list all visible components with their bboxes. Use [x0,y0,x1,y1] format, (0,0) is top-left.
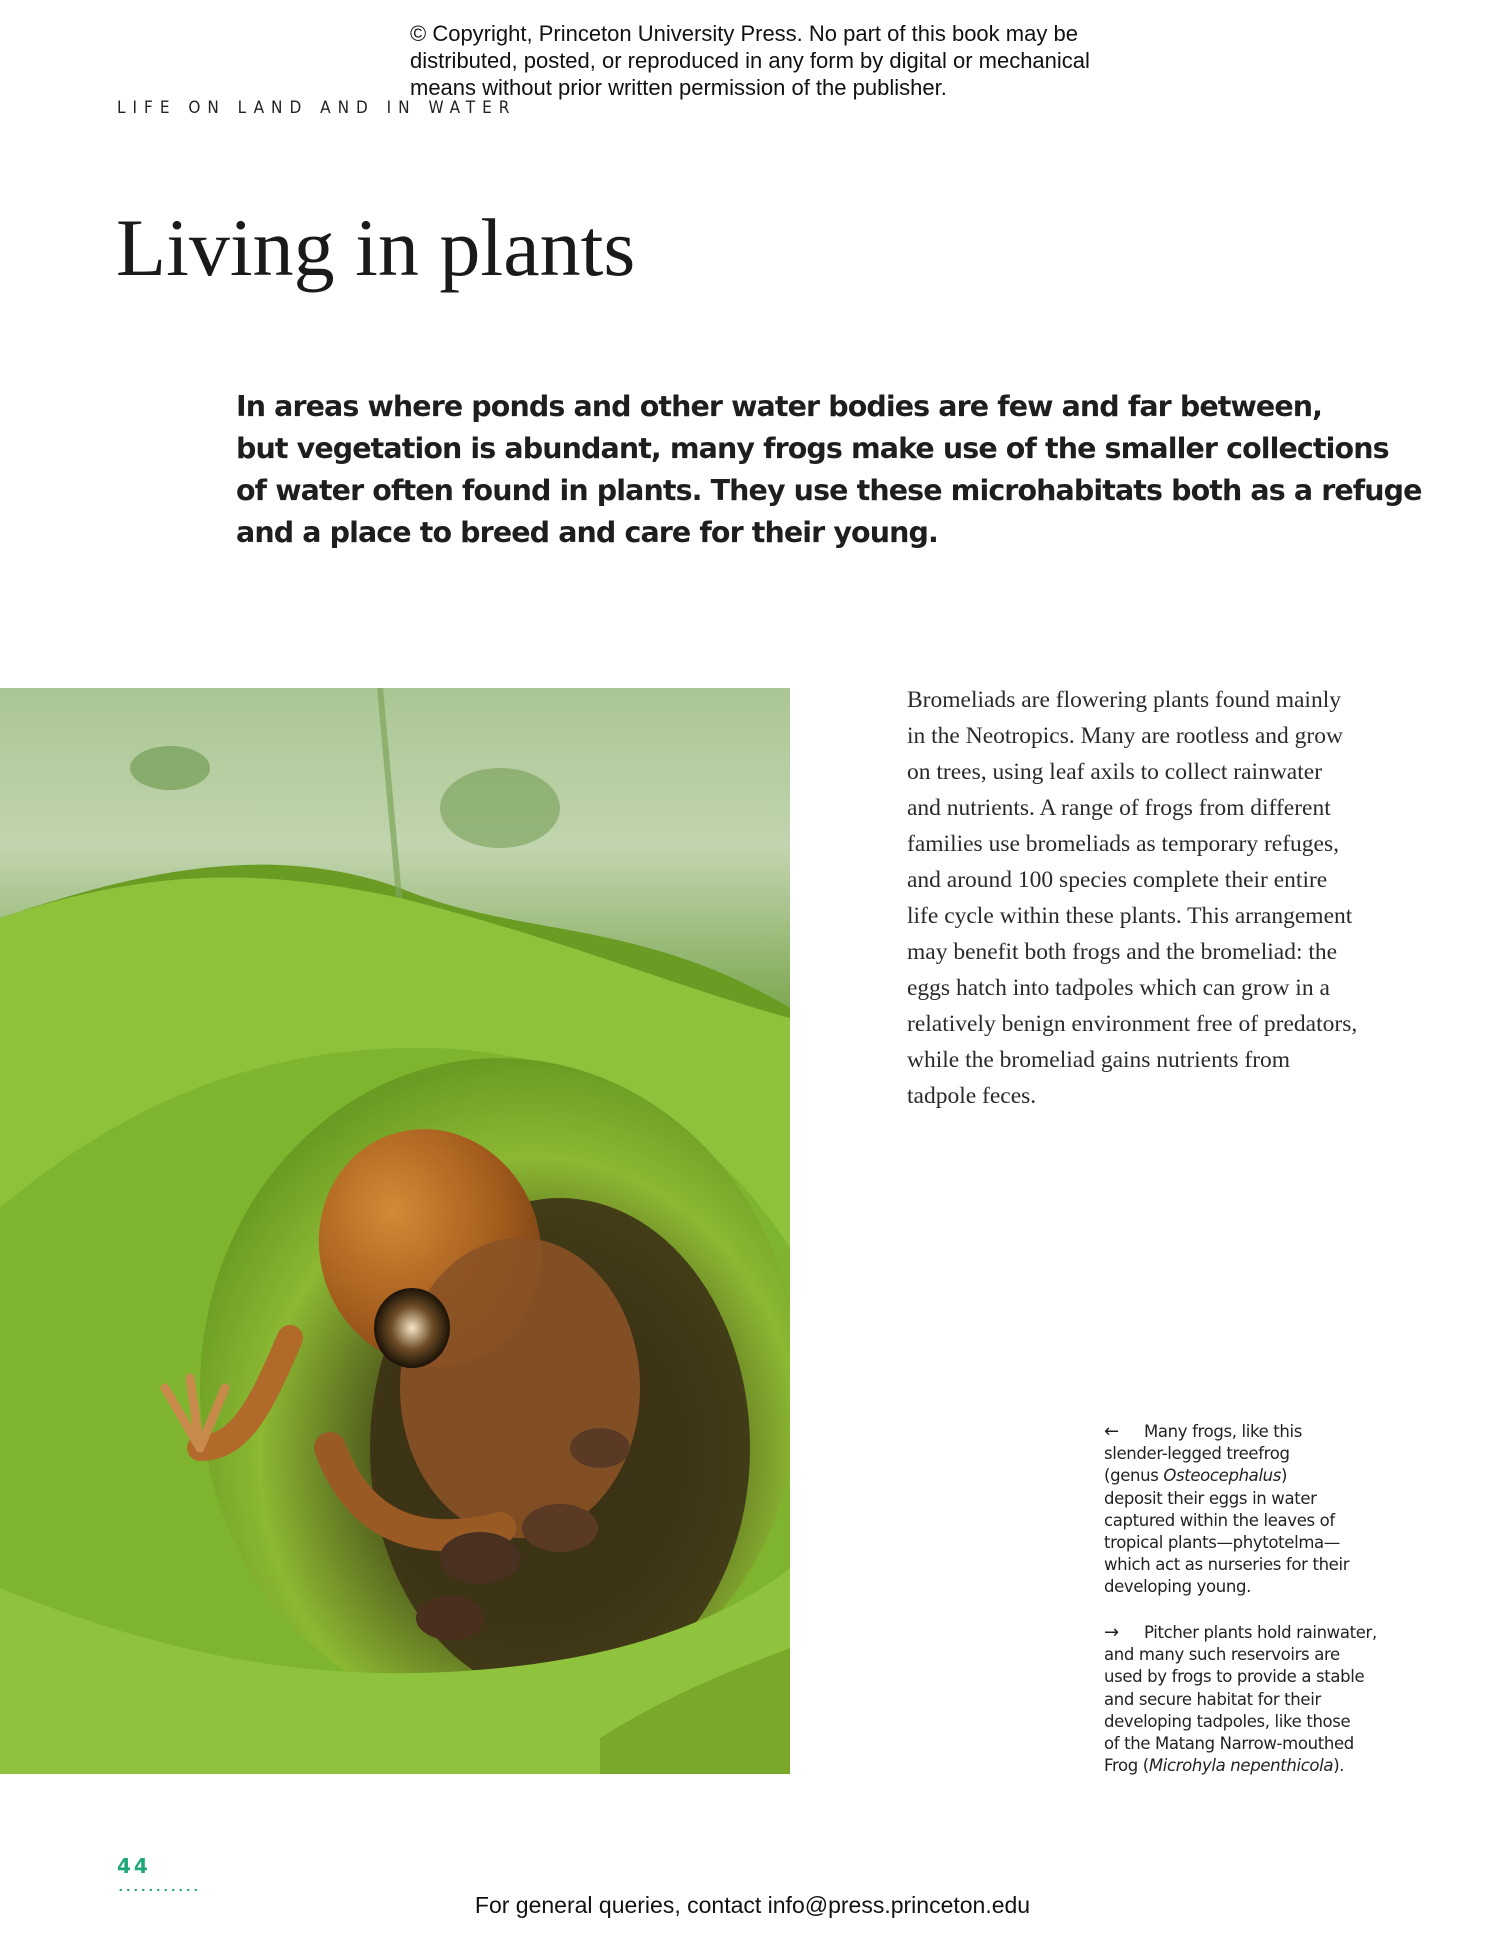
body-line: Bromeliads are flowering plants found mainly [907,687,1341,713]
body-line: in the Neotropics. Many are rootless and grow [907,723,1343,749]
body-line: tadpole feces. [907,1083,1037,1109]
lead-line: and a place to breed and care for their young. [236,516,938,549]
footer-contact: For general queries, contact info@press.princeton.edu [474,1892,1031,1918]
copyright-line: © Copyright, Princeton University Press. No part of this book may be [410,21,1078,46]
body-line: while the bromeliad gains nutrients from [907,1047,1291,1073]
lead-paragraph [236,386,1422,554]
body-paragraph [907,682,1427,1114]
copyright-notice [410,20,1130,101]
page-number: 44 [117,1854,151,1878]
body-line: families use bromeliads as temporary refuges, [907,831,1339,857]
copyright-line: means without prior written permission of the publisher. [410,75,947,100]
lead-line: In areas where ponds and other water bodies are few and far between, [236,390,1323,423]
copyright-line: distributed, posted, or reproduced in any form by digital or mechanical [410,48,1090,73]
arrow-right-icon: → [1104,1622,1119,1643]
frog-in-bromeliad-photo [0,688,790,1774]
lead-line: of water often found in plants. They use these microhabitats both as a refuge [236,474,1422,507]
lead-line: but vegetation is abundant, many frogs make use of the smaller collections [236,432,1389,465]
body-line: may benefit both frogs and the bromeliad: the [907,939,1338,965]
body-line: relatively benign environment free of predators, [907,1011,1358,1037]
section-header: LIFE ON LAND AND IN WATER [117,98,517,118]
page-title: Living in plants [116,202,636,293]
body-line: eggs hatch into tadpoles which can grow in a [907,975,1330,1001]
caption-pitcher-plants: → Pitcher plants hold rainwater, and many such reservoirs are used by frogs to provide a stable and secure habitat for their developing tadpoles, like those of the Matang Narrow-mouthed Frog (Microhyla nepenthicola). [1104,1622,1377,1776]
body-line: life cycle within these plants. This arrangement [907,903,1353,929]
body-line: on trees, using leaf axils to collect rainwater [907,759,1323,785]
arrow-left-icon: ← [1104,1421,1119,1442]
body-line: and nutrients. A range of frogs from different [907,795,1331,821]
body-line: and around 100 species complete their entire [907,867,1328,893]
caption-treefrog: ← Many frogs, like this slender-legged treefrog (genus Osteocephalus) deposit their eggs in water captured within the leaves of tropical plants—phytotelma— which act as nurseries for their developing young. [1104,1421,1350,1597]
